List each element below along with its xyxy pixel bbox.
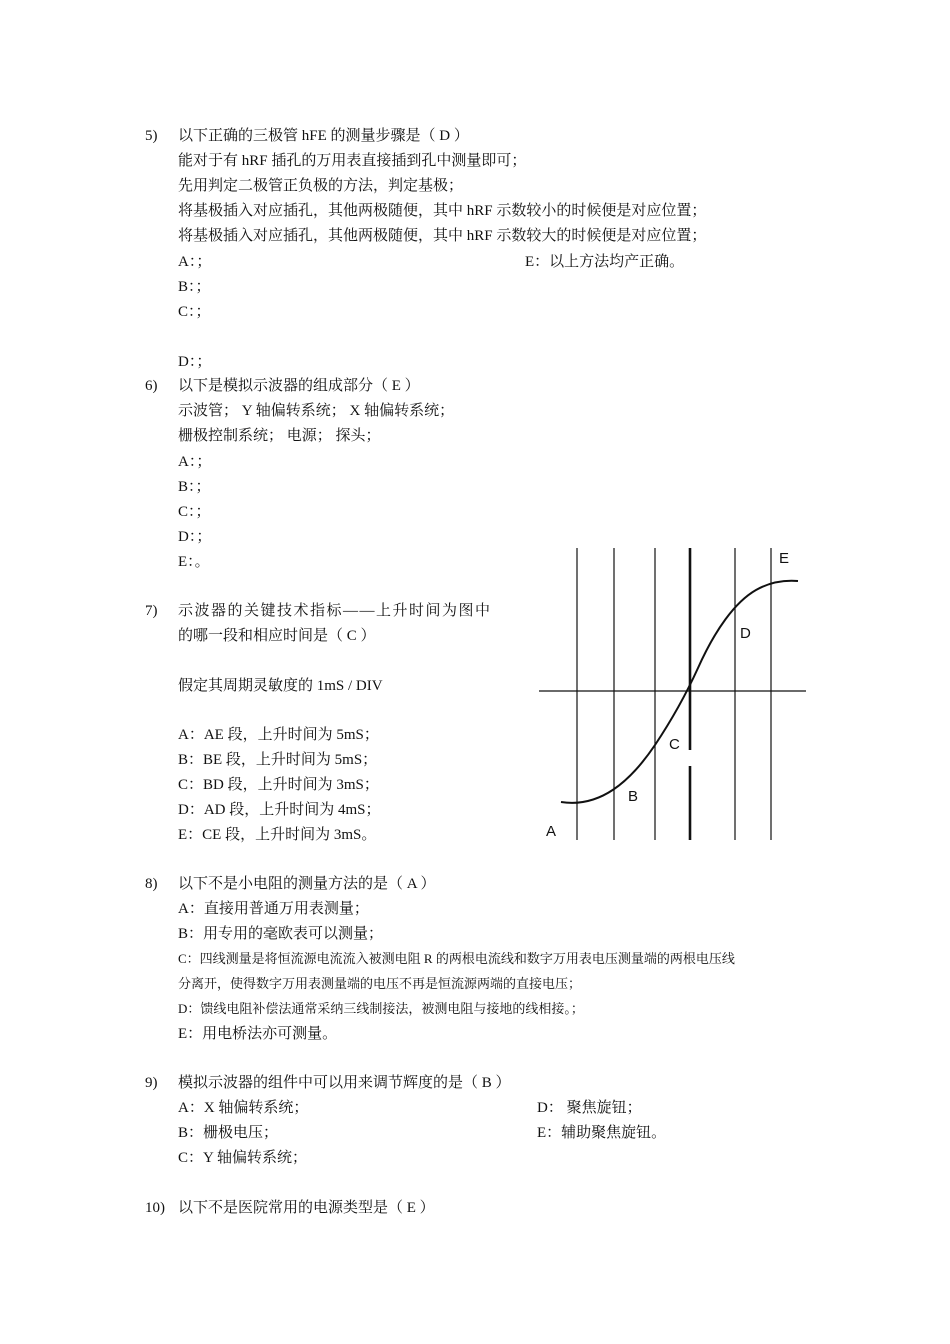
question-8-option-d: D：馈线电阻补偿法通常采纳三线制接法，被测电阻与接地的线相接。；	[178, 1001, 584, 1016]
question-8-text: 以下不是小电阻的测量方法的是（ A ）	[178, 876, 436, 892]
question-8-option-c-line-2: 分离开，使得数字万用表测量端的电压不再是恒流源两端的直接电压；	[178, 976, 582, 991]
question-5-option-c: C：；	[178, 304, 211, 320]
question-9-option-e: E：辅助聚焦旋钮。	[537, 1125, 667, 1141]
question-6-option-e: E：。	[178, 554, 210, 570]
question-6-option-d: D：；	[178, 529, 212, 545]
question-5-option-d: D：；	[178, 354, 212, 370]
question-7-option-c: C：BD 段，上升时间为 3mS；	[178, 777, 379, 793]
question-5-option-a: A：；	[178, 254, 212, 270]
figure-label-e: E	[779, 550, 790, 567]
question-7-assumption: 假定其周期灵敏度的 1mS / DIV	[178, 678, 383, 694]
question-9-option-c: C：Y 轴偏转系统；	[178, 1150, 308, 1166]
question-5-step-4: 将基极插入对应插孔，其他两极随便，其中 hRF 示数较大的时候便是对应位置；	[178, 228, 707, 244]
figure-label-b: B	[628, 788, 639, 805]
question-6-option-b: B：；	[178, 479, 211, 495]
question-8-option-a: A：直接用普通万用表测量；	[178, 901, 369, 917]
figure-label-d: D	[740, 625, 751, 642]
question-7-number: 7)	[145, 603, 158, 619]
question-5-step-3: 将基极插入对应插孔，其他两极随便，其中 hRF 示数较小的时候便是对应位置；	[178, 203, 707, 219]
rise-curve	[561, 581, 798, 803]
question-7-option-b: B：BE 段，上升时间为 5mS；	[178, 752, 378, 768]
question-8-option-b: B：用专用的毫欧表可以测量；	[178, 926, 384, 942]
question-6-items-1: 示波管； Y 轴偏转系统； X 轴偏转系统；	[178, 403, 455, 419]
question-6-items-2: 栅极控制系统； 电源； 探头；	[178, 428, 381, 444]
question-10-text: 以下不是医院常用的电源类型是（ E ）	[178, 1200, 435, 1216]
question-9-option-d: D： 聚焦旋钮；	[537, 1100, 642, 1116]
question-6-option-c: C：；	[178, 504, 211, 520]
question-7-text-2: 的哪一段和相应时间是（ C ）	[178, 628, 376, 644]
question-7-option-e: E：CE 段，上升时间为 3mS。	[178, 827, 377, 843]
question-5-option-e: E：以上方法均产正确。	[525, 254, 685, 270]
question-6-text: 以下是模拟示波器的组成部分（ E ）	[178, 378, 420, 394]
question-5-number: 5)	[145, 128, 158, 144]
question-7-text-1: 示波器的关键技术指标——上升时间为图中	[178, 603, 492, 619]
question-9-option-b: B：栅极电压；	[178, 1125, 279, 1141]
figure-label-c: C	[669, 736, 680, 753]
question-5-step-1: 能对于有 hRF 插孔的万用表直接插到孔中测量即可；	[178, 153, 527, 169]
question-5-step-2: 先用判定二极管正负极的方法，判定基极；	[178, 178, 464, 194]
question-6-option-a: A：；	[178, 454, 212, 470]
question-10-number: 10)	[145, 1200, 165, 1216]
question-7-option-a: A：AE 段，上升时间为 5mS；	[178, 727, 379, 743]
question-9-text: 模拟示波器的组件中可以用来调节辉度的是（ B ）	[178, 1075, 511, 1091]
question-5-option-b: B：；	[178, 279, 211, 295]
question-5-text: 以下正确的三极管 hFE 的测量步骤是（ D ）	[178, 128, 469, 144]
question-8-number: 8)	[145, 876, 158, 892]
question-9-number: 9)	[145, 1075, 158, 1091]
grid-lines	[539, 548, 806, 840]
question-8-option-c-line-1: C：四线测量是将恒流源电流流入被测电阻 R 的两根电流线和数字万用表电压测量端的两根电压线	[178, 951, 735, 966]
question-6-number: 6)	[145, 378, 158, 394]
rise-time-figure	[530, 540, 820, 850]
question-8-option-e: E：用电桥法亦可测量。	[178, 1026, 338, 1042]
question-7-option-d: D：AD 段，上升时间为 4mS；	[178, 802, 381, 818]
question-9-option-a: A：X 轴偏转系统；	[178, 1100, 309, 1116]
figure-label-a: A	[546, 823, 557, 840]
